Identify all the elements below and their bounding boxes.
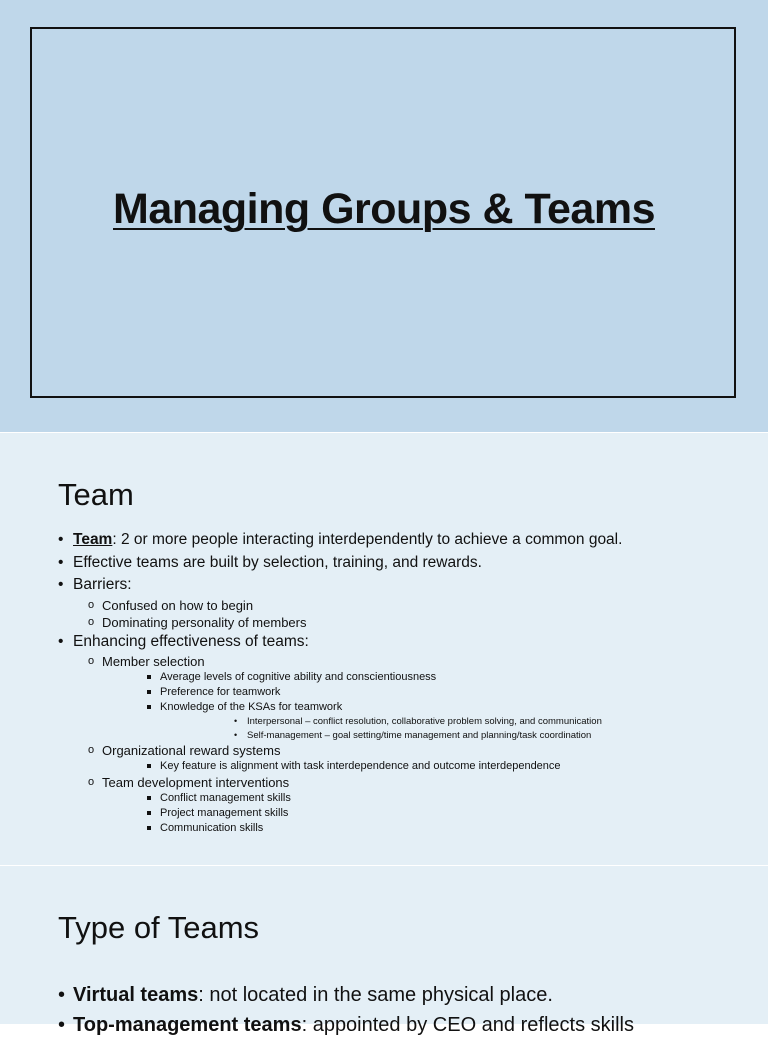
bullet-barriers	[58, 574, 748, 631]
term-top-management-teams: Top-management teams	[73, 1014, 302, 1036]
list-item: o Confused on how to begin	[73, 597, 748, 614]
member-selection-list	[102, 670, 748, 742]
ksa-label: Knowledge of the KSAs for teamwork	[160, 701, 343, 713]
list-item: • Self-management – goal setting/time management and planning/task coordination	[160, 729, 748, 743]
bullet-enhancing	[58, 631, 748, 837]
list-item: • Interpersonal – conflict resolution, collaborative problem solving, and communication	[160, 715, 748, 729]
list-item: Average levels of cognitive ability and conscientiousness	[102, 670, 748, 685]
bullet-effective-teams: • Effective teams are built by selection, training, and rewards.	[58, 552, 748, 575]
ksa-item	[102, 700, 748, 742]
type-of-teams-slide	[0, 866, 768, 1036]
bullet-list	[58, 529, 748, 836]
list-item: Key feature is alignment with task interdependence and outcome interdependence	[102, 759, 748, 774]
list-item: Preference for teamwork	[102, 685, 748, 700]
list-item: Conflict management skills	[102, 791, 748, 806]
slide-heading: Team	[58, 477, 134, 512]
reward-systems-item	[73, 742, 748, 774]
bullet-virtual-teams	[58, 980, 748, 1010]
term-virtual-teams: Virtual teams	[73, 984, 199, 1006]
list-item: Project management skills	[102, 806, 748, 821]
bullet-enhancing-label: Enhancing effectiveness of teams:	[73, 632, 309, 650]
bullet-team-definition	[58, 529, 748, 552]
reward-systems-label: Organizational reward systems	[102, 743, 281, 758]
barriers-list	[73, 597, 748, 631]
member-selection-label: Member selection	[102, 654, 205, 669]
reward-list	[102, 759, 748, 774]
term-team: Team	[73, 531, 113, 548]
ksa-list	[160, 715, 748, 742]
enhancing-list	[73, 653, 748, 836]
team-development-item	[73, 774, 748, 836]
team-slide	[0, 433, 768, 865]
team-development-list	[102, 791, 748, 836]
list-item: Communication skills	[102, 821, 748, 836]
bullet-top-management-teams	[58, 1010, 748, 1040]
definition-text: : 2 or more people interacting interdependently to achieve a common goal.	[112, 531, 623, 548]
slide-heading: Type of Teams	[58, 910, 260, 945]
team-development-label: Team development interventions	[102, 775, 290, 790]
definition-text: : not located in the same physical place.	[198, 984, 553, 1006]
member-selection-item	[73, 653, 748, 742]
bullet-list	[58, 980, 748, 1040]
definition-text: : appointed by CEO and reflects skills	[301, 1014, 634, 1036]
bullet-barriers-label: Barriers:	[73, 576, 132, 593]
slide-title: Managing Groups & Teams	[113, 185, 655, 233]
title-slide	[0, 0, 768, 432]
list-item: o Dominating personality of members	[73, 614, 748, 631]
